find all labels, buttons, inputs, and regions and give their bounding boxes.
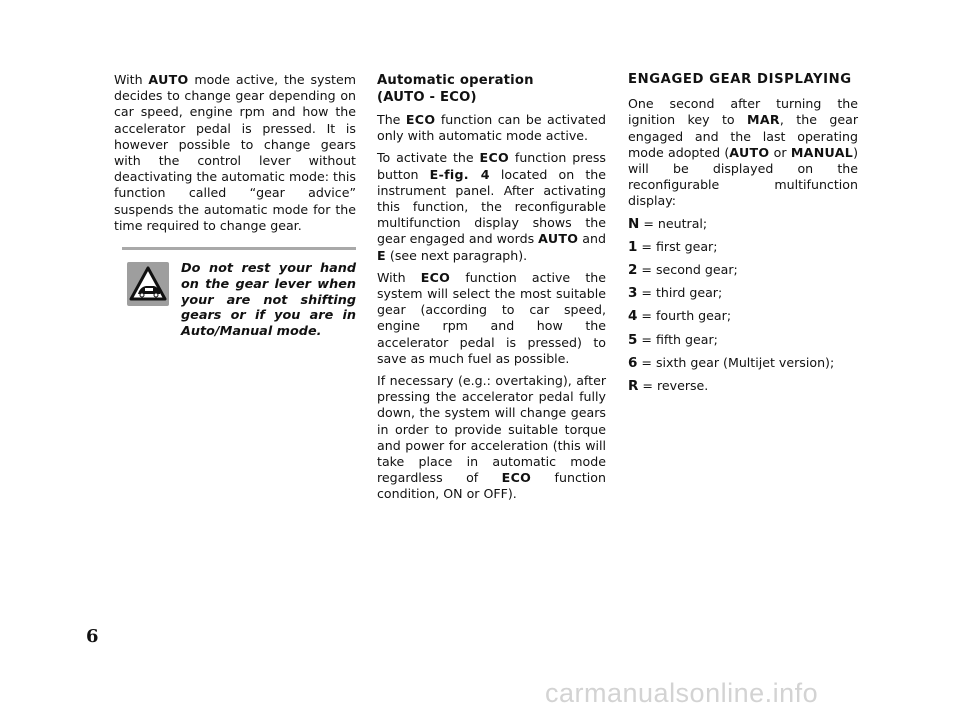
text-run: With <box>377 269 421 285</box>
gear-code: 3 <box>628 285 638 302</box>
text-run: , the gear engaged and the last operating mode adopted ( <box>628 112 858 160</box>
text-run: One second after turning the ignition key to <box>628 96 858 128</box>
text-run: and <box>578 231 606 247</box>
list-item <box>628 355 858 371</box>
keyword-auto: AUTO <box>538 231 579 247</box>
section-heading-engaged-gear: ENGAGED GEAR DISPLAYING <box>628 72 852 87</box>
list-item <box>628 308 858 324</box>
eco-activation-paragraph <box>377 150 606 263</box>
gear-code: 1 <box>628 238 638 255</box>
eco-behaviour-paragraph <box>377 270 606 367</box>
overtaking-paragraph <box>377 373 606 503</box>
text-run: function condition, ON or OFF). <box>377 470 606 502</box>
gear-code: 5 <box>628 331 638 348</box>
text-run: The <box>377 112 406 127</box>
text-run: or <box>769 144 791 160</box>
list-item <box>628 285 858 301</box>
column-right <box>628 72 858 401</box>
gear-description: = reverse. <box>638 378 709 394</box>
text-run: function press button <box>377 150 606 182</box>
list-item <box>628 239 858 255</box>
gear-description: = fourth gear; <box>637 308 732 324</box>
text-run: function can be activated only with automatic mode active. <box>377 112 606 144</box>
gear-description: = sixth gear (Multijet version); <box>637 354 835 370</box>
page-number: 6 <box>86 626 99 647</box>
keyword-e: E <box>377 247 386 263</box>
gear-list <box>628 216 858 395</box>
gear-description: = first gear; <box>637 238 718 254</box>
keyword-fig-ref: E-fig. 4 <box>429 166 490 182</box>
text-run: If necessary (e.g.: overtaking), after pressing the accelerator pedal fully down, the system will change gears in order to provide suitable torque and power for acceleration (this will take place in automatic mode regardless of <box>377 373 606 486</box>
warning-box <box>122 247 356 340</box>
gear-code: 2 <box>628 262 638 279</box>
text-run: function active the system will select the most suitable gear (according to car speed, engine rpm and how the accelerator pedal is pressed) to save as much fuel as possible. <box>377 269 606 366</box>
keyword-eco: ECO <box>420 269 451 285</box>
text-run: (see next paragraph). <box>385 247 528 263</box>
watermark-text: carmanualsonline.info <box>545 678 819 708</box>
heading-line: (AUTO - ECO) <box>377 90 477 105</box>
gear-description: = third gear; <box>637 285 723 301</box>
gear-display-paragraph <box>628 96 858 209</box>
heading-line: Automatic operation <box>377 73 534 88</box>
gear-advice-paragraph <box>114 72 356 234</box>
warning-text: Do not rest your hand on the gear lever when your are not shifting gears or if you are in Auto/Manual mode. <box>181 261 356 340</box>
keyword-eco: ECO <box>501 470 532 486</box>
gear-code: R <box>628 378 639 395</box>
keyword-manual: MANUAL <box>790 144 854 160</box>
gear-code: 4 <box>628 308 638 325</box>
gear-description: = neutral; <box>639 215 708 231</box>
gear-description: = second gear; <box>637 262 738 278</box>
column-middle <box>377 72 606 509</box>
gear-description: = fifth gear; <box>637 331 718 347</box>
eco-availability-paragraph <box>377 112 606 144</box>
text-run: To activate the <box>377 150 480 166</box>
text-run: ) will be displayed on the reconfigurable multifunction display: <box>628 144 858 209</box>
warning-body <box>122 250 356 340</box>
list-item <box>628 332 858 348</box>
list-item <box>628 378 858 394</box>
keyword-auto: AUTO <box>148 72 189 87</box>
text-run: With <box>114 72 149 87</box>
keyword-auto: AUTO <box>729 144 770 160</box>
keyword-eco: ECO <box>479 150 509 166</box>
list-item <box>628 262 858 278</box>
gear-code: 6 <box>628 354 638 371</box>
gear-code: N <box>628 215 640 232</box>
list-item <box>628 216 858 232</box>
keyword-mar: MAR <box>747 112 780 128</box>
column-left <box>114 72 356 240</box>
text-run: mode active, the system decides to change gear depending on car speed, engine rpm and how the accelerator pedal is pressed. It is however possible to change gears with the control lever without deactivating the automatic mode: this function called “gear advice” suspends the automatic mode for the time required to change gear. <box>114 72 356 233</box>
text-run: located on the instrument panel. After activating this function, the reconfigurable multifunction display shows the gear engaged and words <box>377 166 607 247</box>
car-warning-icon <box>127 262 169 306</box>
section-heading-automatic <box>377 72 606 106</box>
keyword-eco: ECO <box>405 112 436 127</box>
